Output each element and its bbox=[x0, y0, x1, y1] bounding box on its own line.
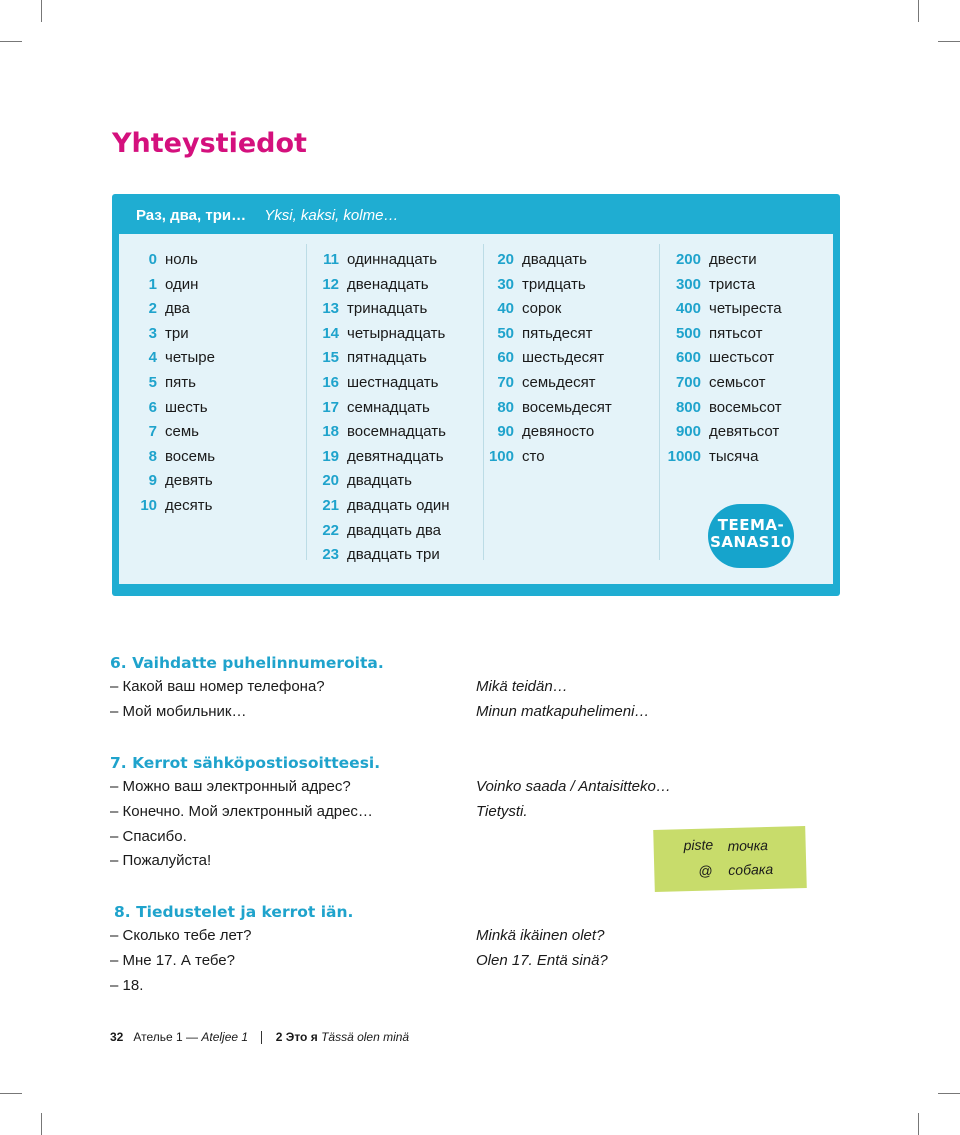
number-word: сто bbox=[522, 447, 545, 465]
dialogue-ru: – Пожалуйста! bbox=[110, 852, 212, 870]
number-digit: 10 bbox=[140, 496, 157, 514]
book-title-ru: Ательe 1 bbox=[133, 1030, 183, 1044]
number-row bbox=[484, 420, 612, 445]
chapter-title-fi: Tässä olen minä bbox=[321, 1030, 410, 1044]
number-digit: 40 bbox=[497, 300, 514, 318]
number-row bbox=[309, 371, 450, 396]
heading-fi: Yksi, kaksi, kolme… bbox=[264, 207, 399, 224]
section-title: 7. Kerrot sähköpostiosoitteesi. bbox=[110, 754, 381, 772]
section-8 bbox=[110, 903, 830, 1001]
dialogue-fi: Tietysti. bbox=[476, 802, 528, 820]
dialogue-ru: – Спасибо. bbox=[110, 827, 187, 845]
dialogue-line bbox=[110, 778, 830, 803]
page-title: Yhteystiedot bbox=[112, 128, 307, 159]
note-key: @ bbox=[698, 862, 713, 879]
number-digit: 18 bbox=[322, 423, 339, 441]
dialogue-fi: Voinko saada / Antaisitteko… bbox=[476, 778, 671, 795]
number-digit: 400 bbox=[675, 300, 701, 318]
number-word: семнадцать bbox=[347, 398, 430, 416]
number-digit: 1 bbox=[148, 275, 157, 293]
number-digit: 20 bbox=[322, 472, 339, 490]
number-digit: 300 bbox=[675, 275, 701, 293]
title-dash: — bbox=[186, 1030, 199, 1044]
number-digit: 17 bbox=[322, 398, 339, 416]
badge-line-2: SANAS10 bbox=[710, 533, 792, 551]
crop-mark bbox=[938, 1093, 960, 1094]
dialogue-ru: – 18. bbox=[110, 976, 144, 994]
number-word: пятьсот bbox=[709, 324, 763, 342]
dialogue-ru: – Мне 17. А тебе? bbox=[110, 951, 235, 969]
number-row bbox=[309, 420, 450, 445]
dialogue-line bbox=[110, 803, 830, 828]
number-word: десять bbox=[165, 496, 213, 514]
numbers-box bbox=[112, 194, 840, 596]
column-divider bbox=[659, 244, 660, 560]
number-row bbox=[131, 297, 215, 322]
note-row bbox=[654, 860, 806, 879]
number-digit: 22 bbox=[322, 521, 339, 539]
number-word: восемьдесят bbox=[522, 398, 612, 416]
number-word: шестнадцать bbox=[347, 373, 439, 391]
dialogue-ru: – Мой мобильник… bbox=[110, 702, 247, 720]
number-digit: 21 bbox=[322, 496, 339, 514]
number-digit: 500 bbox=[675, 324, 701, 342]
number-word: восемнадцать bbox=[347, 423, 446, 441]
crop-mark bbox=[41, 1113, 42, 1135]
number-digit: 90 bbox=[497, 423, 514, 441]
number-row bbox=[131, 494, 215, 519]
number-word: три bbox=[165, 324, 189, 342]
number-row bbox=[131, 396, 215, 421]
page-footer bbox=[110, 1030, 409, 1044]
number-word: пять bbox=[165, 373, 196, 391]
number-word: тринадцать bbox=[347, 300, 428, 318]
number-word: девяносто bbox=[522, 423, 595, 441]
number-row bbox=[661, 248, 782, 273]
number-row bbox=[309, 543, 450, 568]
number-word: одиннадцать bbox=[347, 251, 438, 268]
number-word: восемьсот bbox=[709, 398, 782, 416]
number-row bbox=[484, 346, 612, 371]
number-digit: 7 bbox=[148, 423, 157, 441]
number-word: двести bbox=[709, 251, 757, 268]
number-row bbox=[309, 322, 450, 347]
number-digit: 3 bbox=[148, 324, 157, 342]
number-row bbox=[484, 396, 612, 421]
number-word: четырнадцать bbox=[347, 324, 446, 342]
number-digit: 6 bbox=[148, 398, 157, 416]
dialogue-ru: – Можно ваш электронный адрес? bbox=[110, 778, 351, 795]
number-digit: 200 bbox=[675, 251, 701, 268]
dialogue-fi: Minun matkapuhelimeni… bbox=[476, 702, 650, 720]
number-row bbox=[309, 273, 450, 298]
number-row bbox=[309, 519, 450, 544]
number-row bbox=[484, 371, 612, 396]
number-digit: 16 bbox=[322, 373, 339, 391]
dialogue-line bbox=[110, 678, 830, 703]
number-digit: 4 bbox=[148, 349, 157, 367]
number-row bbox=[309, 396, 450, 421]
number-word: двадцать bbox=[522, 251, 587, 268]
number-digit: 8 bbox=[148, 447, 157, 465]
number-word: два bbox=[165, 300, 190, 318]
numbers-column-4 bbox=[661, 248, 782, 469]
numbers-table bbox=[119, 234, 833, 584]
number-word: девятнадцать bbox=[347, 447, 444, 465]
chapter-number: 2 bbox=[275, 1030, 283, 1044]
number-row bbox=[309, 297, 450, 322]
dialogue-line bbox=[110, 952, 830, 977]
number-digit: 80 bbox=[497, 398, 514, 416]
number-digit: 0 bbox=[148, 251, 157, 268]
number-word: семьсот bbox=[709, 373, 766, 391]
note-value: собака bbox=[728, 860, 774, 879]
number-word: шестьсот bbox=[709, 349, 775, 367]
number-row bbox=[661, 371, 782, 396]
number-word: сорок bbox=[522, 300, 562, 318]
number-word: двадцать два bbox=[347, 521, 441, 539]
number-row bbox=[309, 494, 450, 519]
number-digit: 5 bbox=[148, 373, 157, 391]
vocab-note bbox=[653, 826, 807, 892]
number-digit: 20 bbox=[497, 251, 514, 268]
number-word: двадцать bbox=[347, 472, 412, 490]
crop-mark bbox=[0, 1093, 22, 1094]
dialogue-ru: – Конечно. Мой электронный адрес… bbox=[110, 802, 373, 820]
number-digit: 900 bbox=[675, 423, 701, 441]
note-value: точка bbox=[727, 837, 769, 855]
number-digit: 60 bbox=[497, 349, 514, 367]
number-digit: 14 bbox=[322, 324, 339, 342]
number-row bbox=[661, 297, 782, 322]
number-digit: 12 bbox=[322, 275, 339, 293]
number-row bbox=[661, 420, 782, 445]
number-row bbox=[661, 445, 782, 470]
badge-line-1: TEEMA- bbox=[717, 516, 785, 534]
number-digit: 30 bbox=[497, 275, 514, 293]
number-word: тридцать bbox=[522, 275, 586, 293]
number-digit: 800 bbox=[675, 398, 701, 416]
section-6 bbox=[110, 654, 830, 728]
column-divider bbox=[306, 244, 307, 560]
number-row bbox=[309, 346, 450, 371]
numbers-box-heading bbox=[136, 207, 398, 224]
page-number: 32 bbox=[110, 1030, 124, 1044]
heading-ru: Раз, два, три… bbox=[136, 207, 247, 224]
section-title: 6. Vaihdatte puhelinnumeroita. bbox=[110, 654, 384, 672]
number-row bbox=[131, 445, 215, 470]
number-digit: 19 bbox=[322, 447, 339, 465]
crop-mark bbox=[0, 41, 22, 42]
number-word: ноль bbox=[165, 251, 198, 268]
note-key: piste bbox=[683, 836, 714, 854]
number-row bbox=[309, 469, 450, 494]
number-word: двенадцать bbox=[347, 275, 429, 293]
number-row bbox=[131, 248, 215, 273]
number-row bbox=[131, 273, 215, 298]
number-row bbox=[131, 346, 215, 371]
dialogue-fi: Minkä ikäinen olet? bbox=[476, 927, 605, 944]
crop-mark bbox=[938, 41, 960, 42]
number-digit: 15 bbox=[322, 349, 339, 367]
dialogue-fi: Olen 17. Entä sinä? bbox=[476, 951, 608, 969]
number-word: восемь bbox=[165, 447, 216, 465]
number-digit: 100 bbox=[488, 447, 514, 465]
number-word: шестьдесят bbox=[522, 349, 605, 367]
footer-divider bbox=[261, 1031, 262, 1044]
number-digit: 700 bbox=[675, 373, 701, 391]
crop-mark bbox=[41, 0, 42, 22]
numbers-column-3 bbox=[484, 248, 612, 469]
note-row bbox=[653, 834, 805, 855]
number-row bbox=[131, 371, 215, 396]
chapter-title-ru: Это я bbox=[285, 1030, 318, 1044]
number-word: шесть bbox=[165, 398, 208, 416]
section-title: 8. Tiedustelet ja kerrot iän. bbox=[114, 903, 354, 921]
number-row bbox=[661, 322, 782, 347]
number-word: пятьдесят bbox=[522, 324, 593, 342]
numbers-column-1 bbox=[131, 248, 215, 519]
number-digit: 70 bbox=[497, 373, 514, 391]
number-word: четыре bbox=[165, 349, 215, 367]
number-word: тысяча bbox=[709, 447, 759, 465]
dialogue-line bbox=[110, 927, 830, 952]
number-word: двадцать три bbox=[347, 546, 440, 564]
number-word: триста bbox=[709, 275, 756, 293]
number-row bbox=[661, 273, 782, 298]
dialogue-ru: – Какой ваш номер телефона? bbox=[110, 678, 325, 695]
number-digit: 600 bbox=[675, 349, 701, 367]
number-row bbox=[484, 445, 612, 470]
number-word: семьдесят bbox=[522, 373, 596, 391]
dialogue-fi: Mikä teidän… bbox=[476, 678, 568, 695]
number-digit: 23 bbox=[322, 546, 339, 564]
book-title-fi: Ateljee 1 bbox=[201, 1030, 249, 1044]
number-row bbox=[131, 420, 215, 445]
number-digit: 13 bbox=[322, 300, 339, 318]
number-digit: 11 bbox=[323, 251, 339, 268]
number-word: девятьсот bbox=[709, 423, 780, 441]
number-word: семь bbox=[165, 423, 199, 441]
dialogue-line bbox=[110, 977, 830, 1002]
number-row bbox=[309, 445, 450, 470]
dialogue-line bbox=[110, 703, 830, 728]
number-word: один bbox=[165, 275, 199, 293]
number-word: пятнадцать bbox=[347, 349, 427, 367]
number-row bbox=[131, 322, 215, 347]
crop-mark bbox=[918, 0, 919, 22]
number-word: четыреста bbox=[709, 300, 782, 318]
number-digit: 9 bbox=[148, 472, 157, 490]
number-digit: 2 bbox=[148, 300, 157, 318]
number-row bbox=[484, 273, 612, 298]
number-row bbox=[309, 248, 450, 273]
number-row bbox=[484, 248, 612, 273]
crop-mark bbox=[918, 1113, 919, 1135]
number-row bbox=[484, 297, 612, 322]
number-row bbox=[131, 469, 215, 494]
number-row bbox=[484, 322, 612, 347]
number-word: двадцать один bbox=[347, 496, 450, 514]
numbers-column-2 bbox=[309, 248, 450, 568]
dialogue-ru: – Сколько тебе лет? bbox=[110, 927, 252, 944]
teemasanasto-badge[interactable] bbox=[708, 504, 794, 568]
number-digit: 1000 bbox=[667, 447, 701, 465]
number-row bbox=[661, 346, 782, 371]
number-word: девять bbox=[165, 472, 213, 490]
number-digit: 50 bbox=[497, 324, 514, 342]
number-row bbox=[661, 396, 782, 421]
